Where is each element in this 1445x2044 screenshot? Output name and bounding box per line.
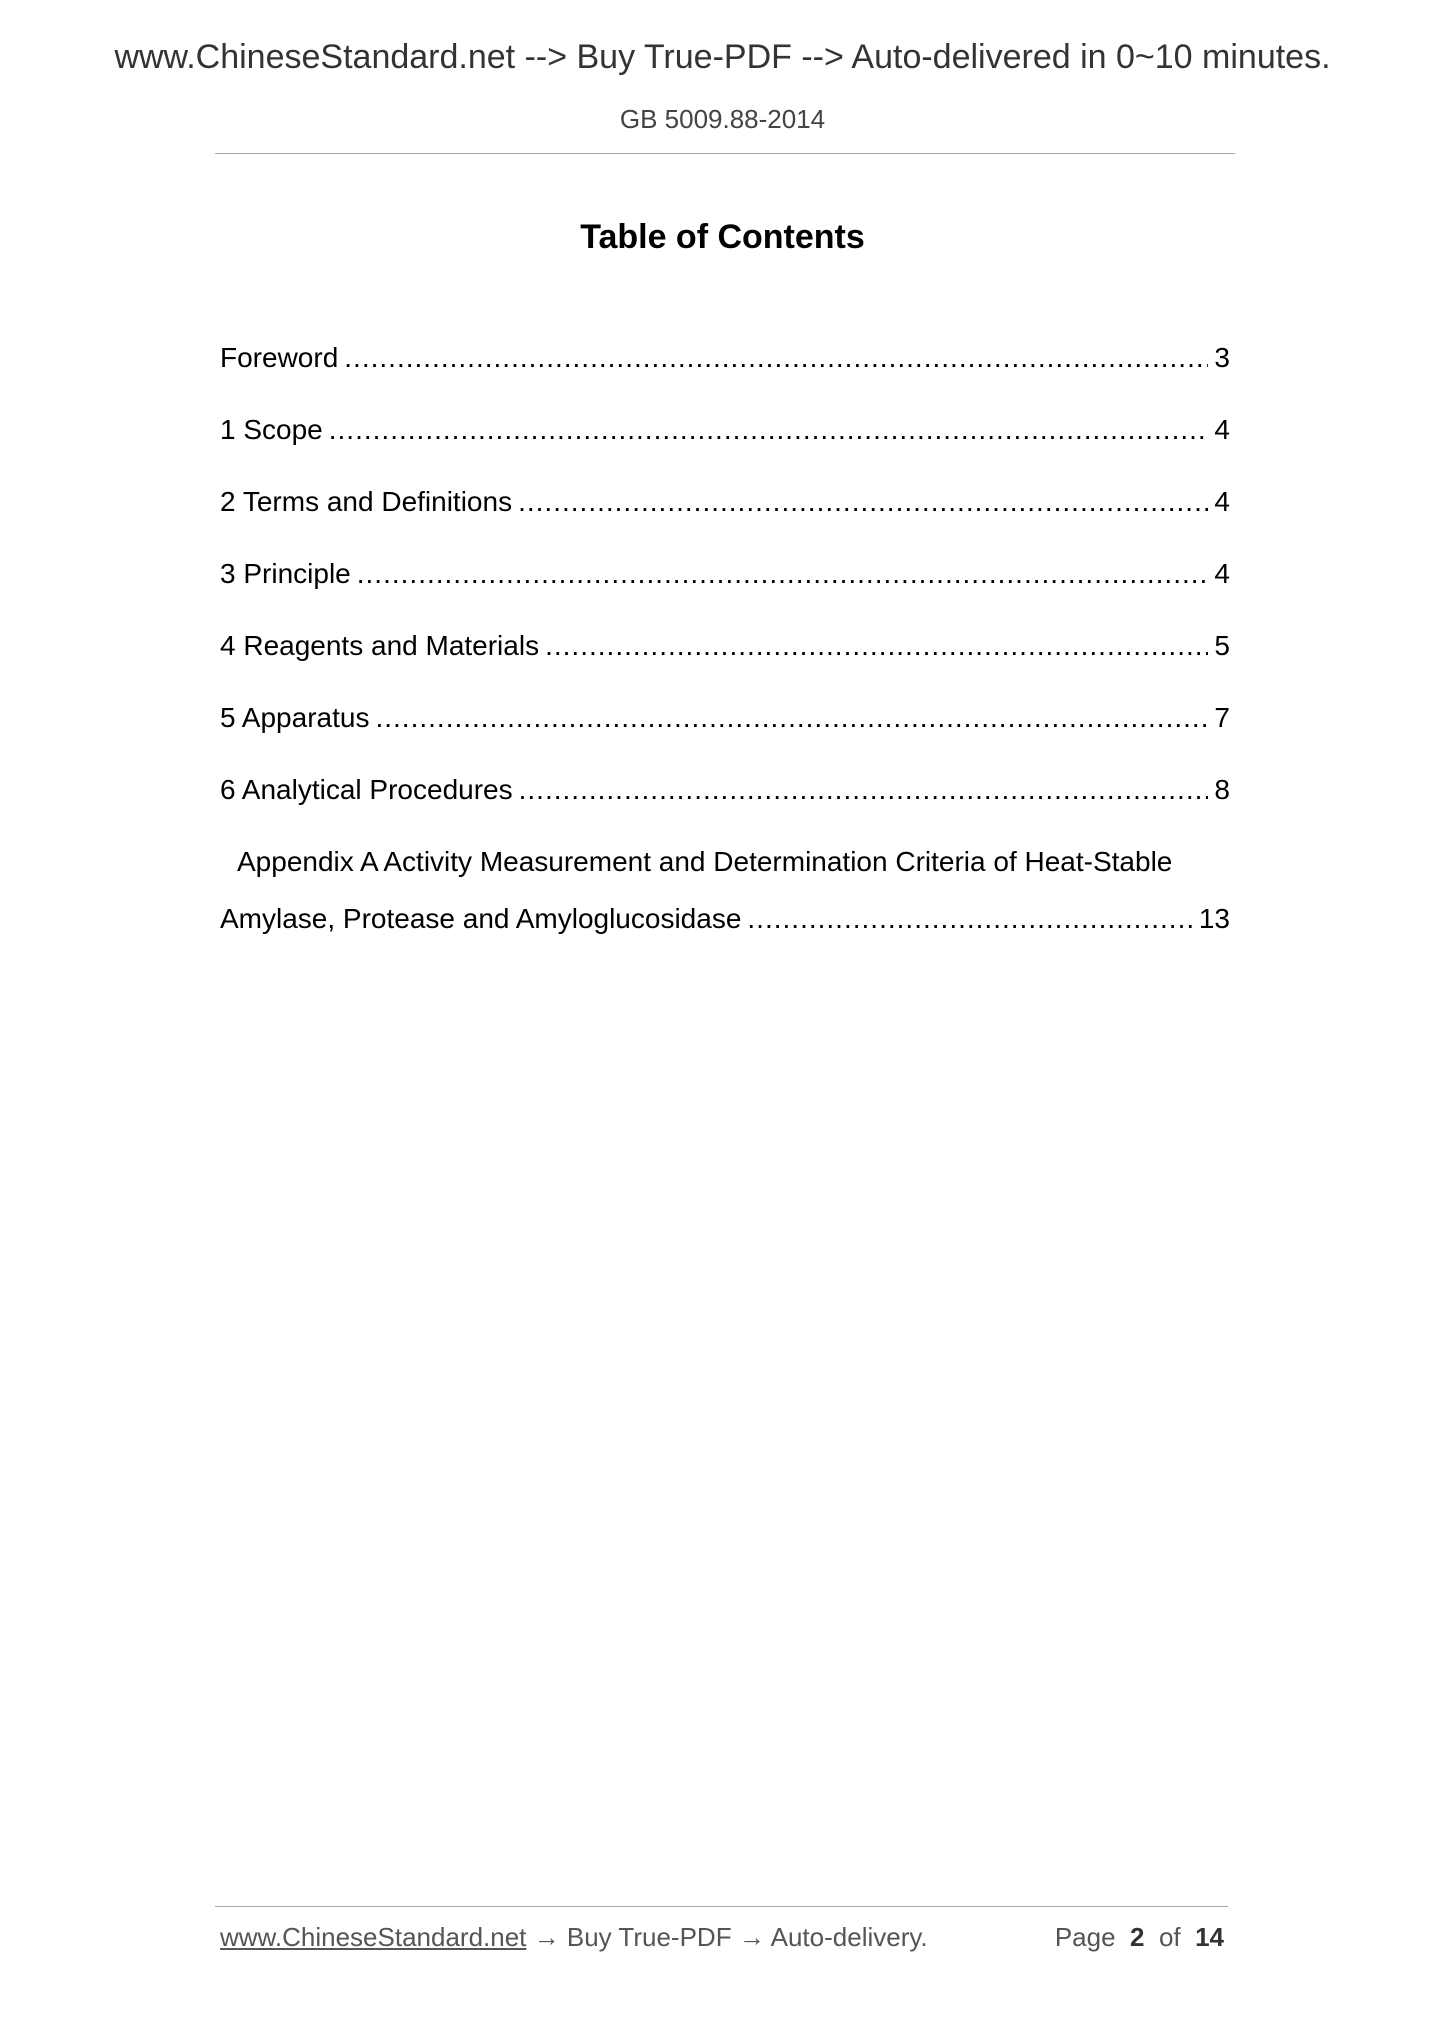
toc-entry-foreword[interactable] xyxy=(220,336,1230,408)
toc-leader-dots xyxy=(518,480,1208,524)
footer-delivery-text: Auto-delivery. xyxy=(770,1922,928,1952)
footer-divider xyxy=(215,1906,1228,1907)
header-divider xyxy=(215,153,1235,154)
page-counter xyxy=(1055,1922,1224,1953)
page-footer xyxy=(220,1922,1228,1953)
toc-entry-apparatus[interactable] xyxy=(220,696,1230,768)
standard-number: GB 5009.88-2014 xyxy=(619,104,826,134)
arrow-right-icon: → xyxy=(533,1922,560,1952)
toc-leader-dots xyxy=(545,624,1208,668)
toc-appendix-line2 xyxy=(220,897,1230,969)
toc-entry-principle[interactable] xyxy=(220,552,1230,624)
toc-leader-dots xyxy=(357,552,1209,596)
toc-entry-page: 3 xyxy=(1214,342,1230,373)
toc-leader-dots xyxy=(375,696,1208,740)
toc-entry-page: 4 xyxy=(1214,486,1230,517)
toc-entry-reagents[interactable] xyxy=(220,624,1230,696)
toc-appendix-line1: Appendix A Activity Measurement and Determination Criteria of Heat-Stable xyxy=(237,846,1173,877)
footer-site-link[interactable]: www.ChineseStandard.net xyxy=(220,1922,527,1952)
toc-entry-appendix-a[interactable] xyxy=(220,840,1230,969)
toc-entry-procedures[interactable] xyxy=(220,768,1230,840)
toc-entry-terms[interactable] xyxy=(220,480,1230,552)
toc-entry-label: 4 Reagents and Materials xyxy=(220,630,540,661)
toc-leader-dots xyxy=(329,408,1209,452)
arrow-right-icon: → xyxy=(738,1922,765,1952)
toc-entry-label: Foreword xyxy=(220,342,339,373)
site-banner: www.ChineseStandard.net --> Buy True-PDF --> Auto-delivered in 0~10 minutes. xyxy=(114,38,1331,76)
toc-entry-page: 4 xyxy=(1214,414,1230,445)
toc-leader-dots xyxy=(519,768,1209,812)
page-word: Page xyxy=(1054,1922,1116,1952)
toc-entry-label: 5 Apparatus xyxy=(220,702,370,733)
toc-entry-page: 4 xyxy=(1214,558,1230,589)
of-word: of xyxy=(1158,1922,1181,1952)
table-of-contents xyxy=(220,336,1230,969)
toc-entry-label: 2 Terms and Definitions xyxy=(220,486,513,517)
page-total: 14 xyxy=(1195,1922,1224,1952)
toc-entry-page: 5 xyxy=(1214,630,1230,661)
toc-entry-scope[interactable] xyxy=(220,408,1230,480)
toc-entry-page: 7 xyxy=(1214,702,1230,733)
toc-title: Table of Contents xyxy=(580,218,865,256)
toc-entry-page: 8 xyxy=(1214,774,1230,805)
toc-entry-label: 3 Principle xyxy=(220,558,351,589)
toc-entry-label: 6 Analytical Procedures xyxy=(220,774,513,805)
toc-entry-label: 1 Scope xyxy=(220,414,323,445)
footer-buy-text: Buy True-PDF xyxy=(566,1922,732,1952)
toc-entry-page: 13 xyxy=(1198,903,1230,934)
toc-leader-dots xyxy=(747,897,1192,941)
page-current: 2 xyxy=(1130,1922,1145,1952)
toc-leader-dots xyxy=(344,336,1208,380)
toc-entry-label: Amylase, Protease and Amyloglucosidase xyxy=(220,903,742,934)
